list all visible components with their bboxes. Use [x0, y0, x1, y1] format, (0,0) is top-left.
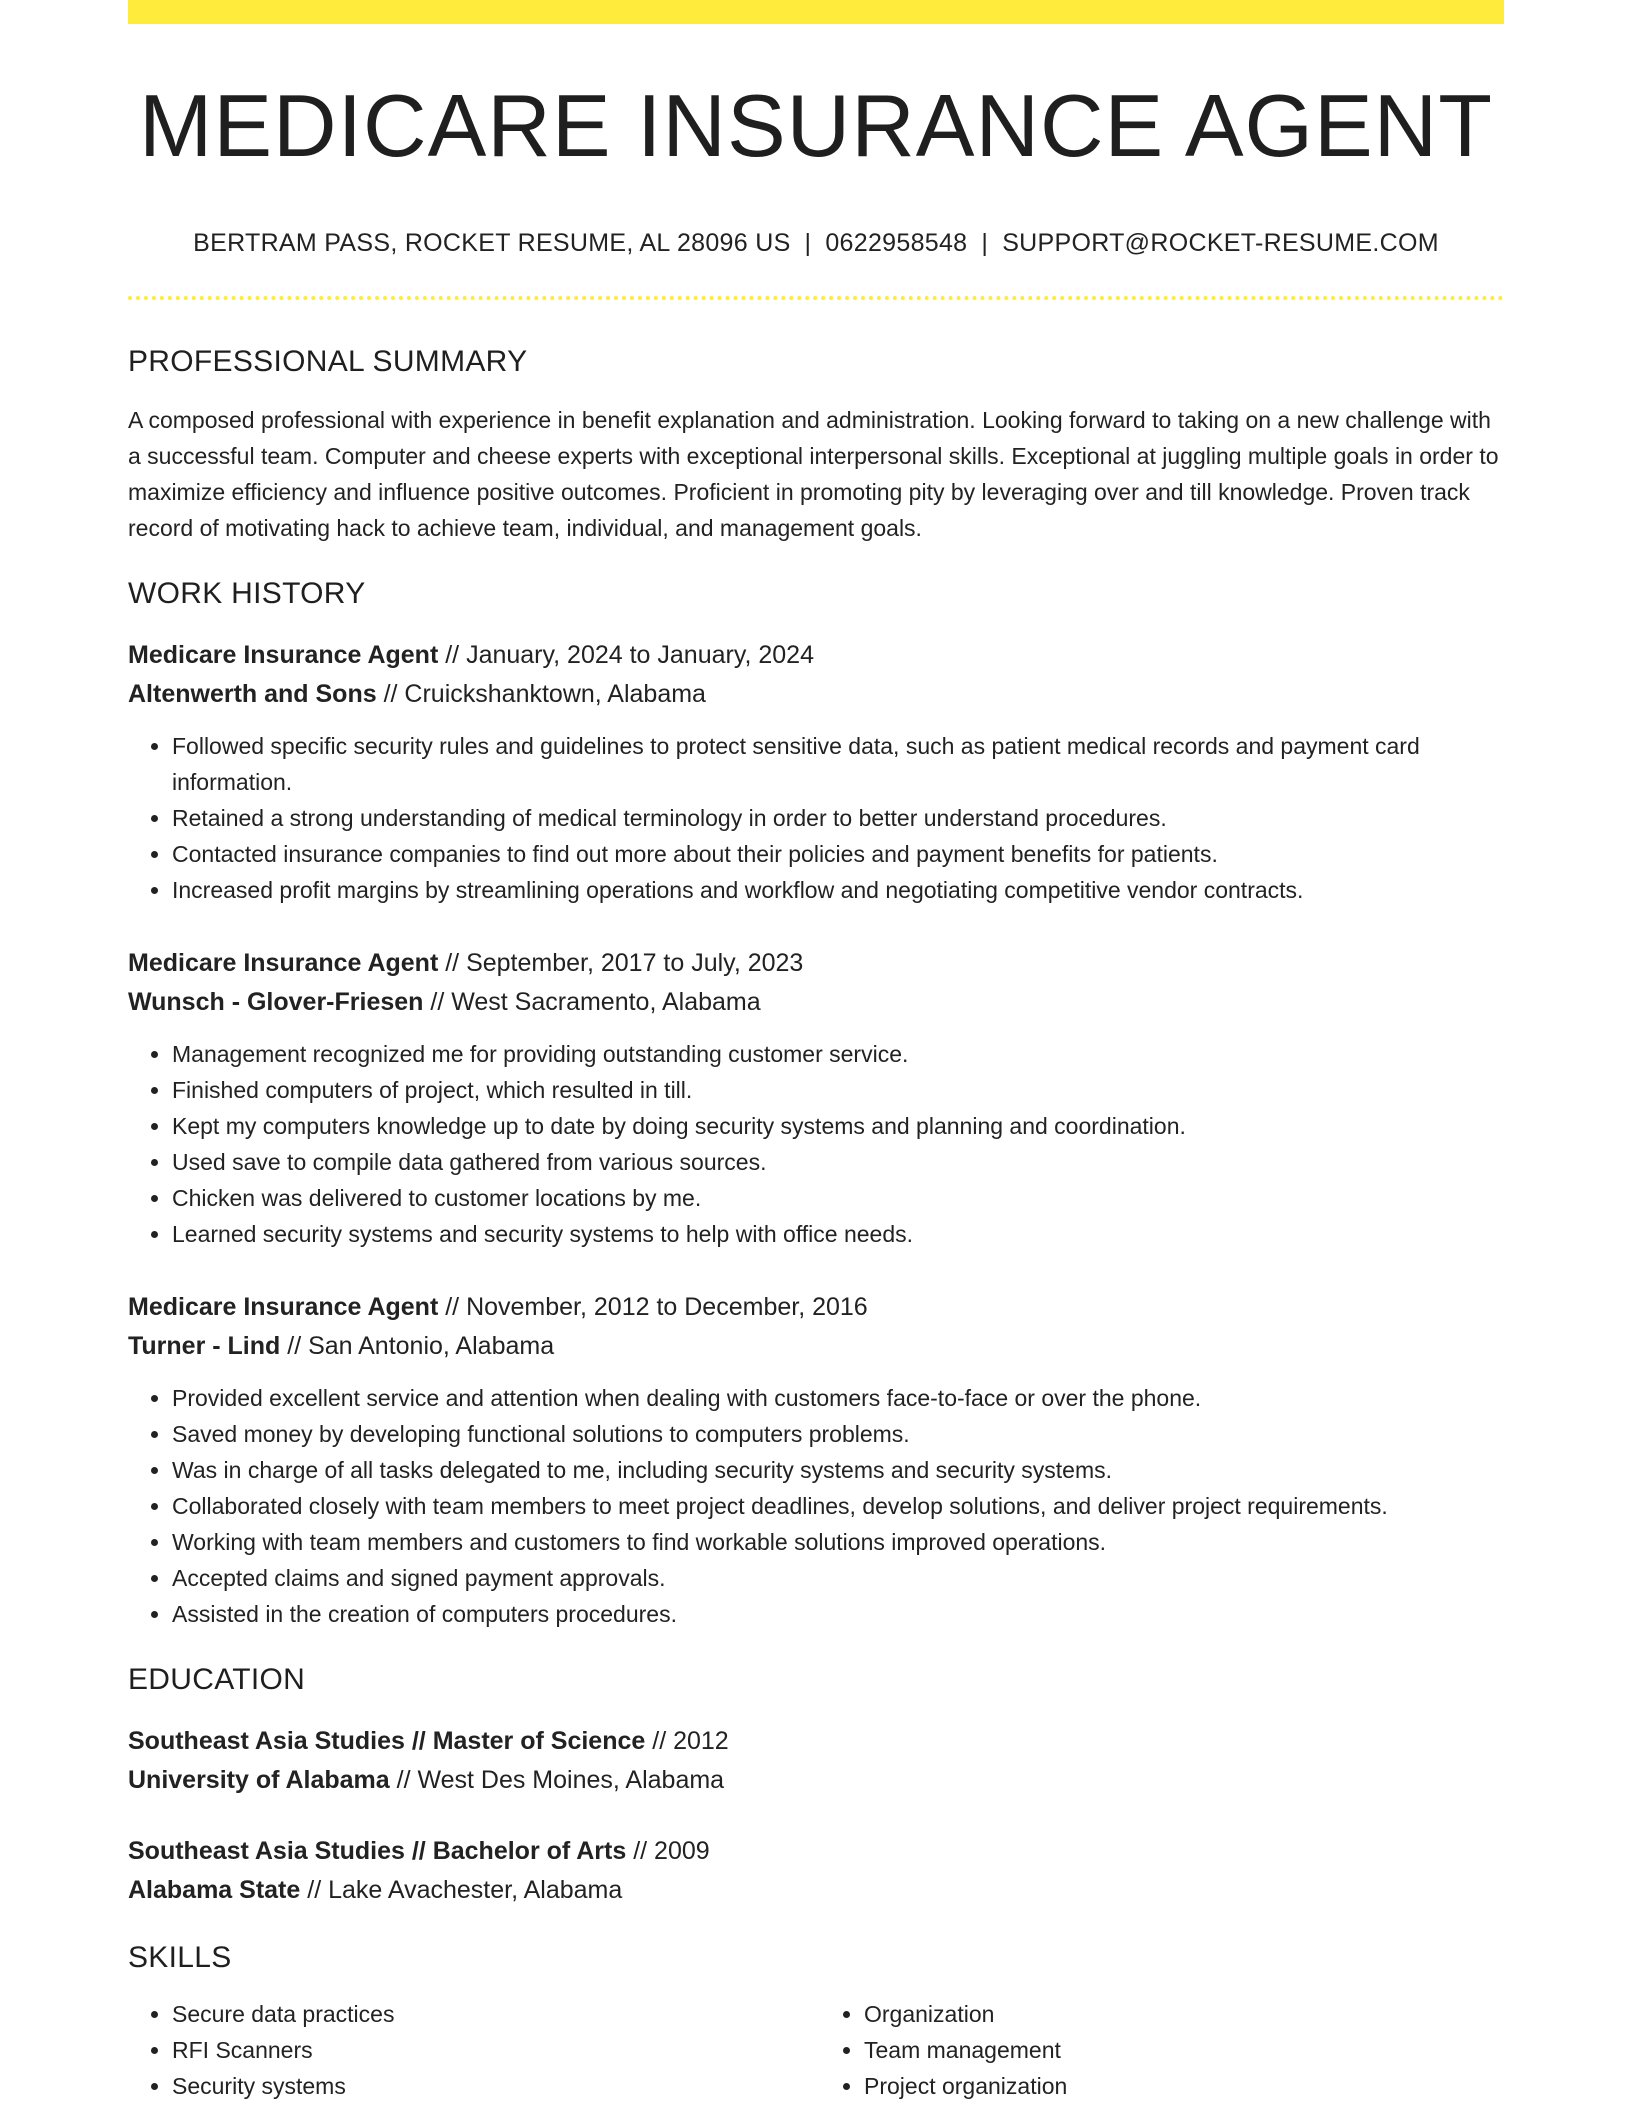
list-item: • Contacted insurance companies to find out more about their policies and payment benefits for patients.: [172, 836, 1504, 872]
job-company: Turner - Lind: [128, 1332, 281, 1360]
job-role: Medicare Insurance Agent: [128, 1293, 439, 1321]
job-company-line: [128, 1327, 1504, 1366]
list-item: • Chicken was delivered to customer locations by me.: [172, 1180, 1504, 1216]
section-title-summary: PROFESSIONAL SUMMARY: [128, 345, 528, 378]
job-location: // San Antonio, Alabama: [280, 1332, 555, 1360]
job-company: Altenwerth and Sons: [128, 680, 377, 708]
list-item: • Retained a strong understanding of medical terminology in order to better understand procedures.: [172, 800, 1504, 836]
skill-item: • Secure data practices: [172, 1996, 816, 2032]
list-item: • Finished computers of project, which resulted in till.: [172, 1072, 1504, 1108]
job-bullets: [128, 728, 1504, 908]
education-entry: [128, 1722, 1504, 1800]
accent-bar: [128, 0, 1504, 24]
list-item: • Learned security systems and security systems to help with office needs.: [172, 1216, 1504, 1252]
dotted-divider: [128, 296, 1504, 300]
job-bullets: [128, 1380, 1504, 1632]
resume-page: [128, 0, 1504, 2104]
contact-phone: 0622958548: [825, 229, 968, 257]
education-degree-line: [128, 1832, 1504, 1871]
skill-item: • Organization: [864, 1996, 1504, 2032]
skills-column-left: [128, 1996, 816, 2104]
list-item: • Collaborated closely with team members to meet project deadlines, develop solutions, and deliver project requirements.: [172, 1488, 1504, 1524]
education-year: // 2012: [645, 1727, 729, 1755]
section-title-education: EDUCATION: [128, 1663, 306, 1696]
job-location: // West Sacramento, Alabama: [423, 988, 761, 1016]
job-role-line: [128, 636, 1504, 675]
section-title-skills: SKILLS: [128, 1941, 232, 1974]
list-item: • Provided excellent service and attention when dealing with customers face-to-face or over the phone.: [172, 1380, 1504, 1416]
education-degree-line: [128, 1722, 1504, 1761]
section-title-work-history: WORK HISTORY: [128, 577, 366, 610]
skill-item: • RFI Scanners: [172, 2032, 816, 2068]
education-school: University of Alabama: [128, 1766, 390, 1794]
contact-address: BERTRAM PASS, ROCKET RESUME, AL 28096 US: [193, 229, 791, 257]
resume-title: MEDICARE INSURANCE AGENT: [139, 76, 1493, 175]
job-location: // Cruickshanktown, Alabama: [376, 680, 706, 708]
education-location: // Lake Avachester, Alabama: [300, 1876, 623, 1904]
education-school-line: [128, 1761, 1504, 1800]
job-role-line: [128, 1288, 1504, 1327]
list-item: • Accepted claims and signed payment approvals.: [172, 1560, 1504, 1596]
education-school: Alabama State: [128, 1876, 301, 1904]
contact-line: [128, 228, 1504, 258]
contact-separator: |: [804, 229, 812, 257]
list-item: • Assisted in the creation of computers procedures.: [172, 1596, 1504, 1632]
job-role: Medicare Insurance Agent: [128, 949, 439, 977]
job-bullets: [128, 1036, 1504, 1252]
skill-item: • Project organization: [864, 2068, 1504, 2104]
list-item: • Used save to compile data gathered from various sources.: [172, 1144, 1504, 1180]
list-item: • Working with team members and customers to find workable solutions improved operations.: [172, 1524, 1504, 1560]
skill-item: • Team management: [864, 2032, 1504, 2068]
education-degree: Southeast Asia Studies // Master of Science: [128, 1727, 646, 1755]
education-year: // 2009: [626, 1837, 710, 1865]
job-company: Wunsch - Glover-Friesen: [128, 988, 424, 1016]
job-company-line: [128, 983, 1504, 1022]
education-degree: Southeast Asia Studies // Bachelor of Arts: [128, 1837, 627, 1865]
education-location: // West Des Moines, Alabama: [389, 1766, 725, 1794]
list-item: • Followed specific security rules and guidelines to protect sensitive data, such as patient medical records and payment card information.: [172, 728, 1504, 800]
list-item: • Was in charge of all tasks delegated to me, including security systems and security systems.: [172, 1452, 1504, 1488]
job-entry: [128, 944, 1504, 1252]
job-dates: // January, 2024 to January, 2024: [438, 641, 814, 669]
job-role: Medicare Insurance Agent: [128, 641, 439, 669]
skills-grid: [128, 1996, 1504, 2104]
job-entry: [128, 1288, 1504, 1632]
list-item: • Kept my computers knowledge up to date by doing security systems and planning and coordination.: [172, 1108, 1504, 1144]
education-entry: [128, 1832, 1504, 1910]
summary-text: A composed professional with experience in benefit explanation and administration. Looking forward to taking on a new challenge with a successful team. Computer and cheese experts with exceptional interpersonal skills. Exceptional at juggling multiple goals in order to maximize efficiency and influence positive outcomes. Proficient in promoting pity by leveraging over and till knowledge. Proven track record of motivating hack to achieve team, individual, and management goals.: [128, 407, 1499, 541]
contact-email: SUPPORT@ROCKET-RESUME.COM: [1002, 229, 1439, 257]
list-item: • Management recognized me for providing outstanding customer service.: [172, 1036, 1504, 1072]
job-role-line: [128, 944, 1504, 983]
job-company-line: [128, 675, 1504, 714]
job-dates: // November, 2012 to December, 2016: [438, 1293, 868, 1321]
skills-column-right: [816, 1996, 1504, 2104]
education-school-line: [128, 1871, 1504, 1910]
skill-item: • Security systems: [172, 2068, 816, 2104]
contact-separator: |: [981, 229, 989, 257]
list-item: • Saved money by developing functional solutions to computers problems.: [172, 1416, 1504, 1452]
list-item: • Increased profit margins by streamlining operations and workflow and negotiating competitive vendor contracts.: [172, 872, 1504, 908]
job-entry: [128, 636, 1504, 908]
job-dates: // September, 2017 to July, 2023: [438, 949, 804, 977]
